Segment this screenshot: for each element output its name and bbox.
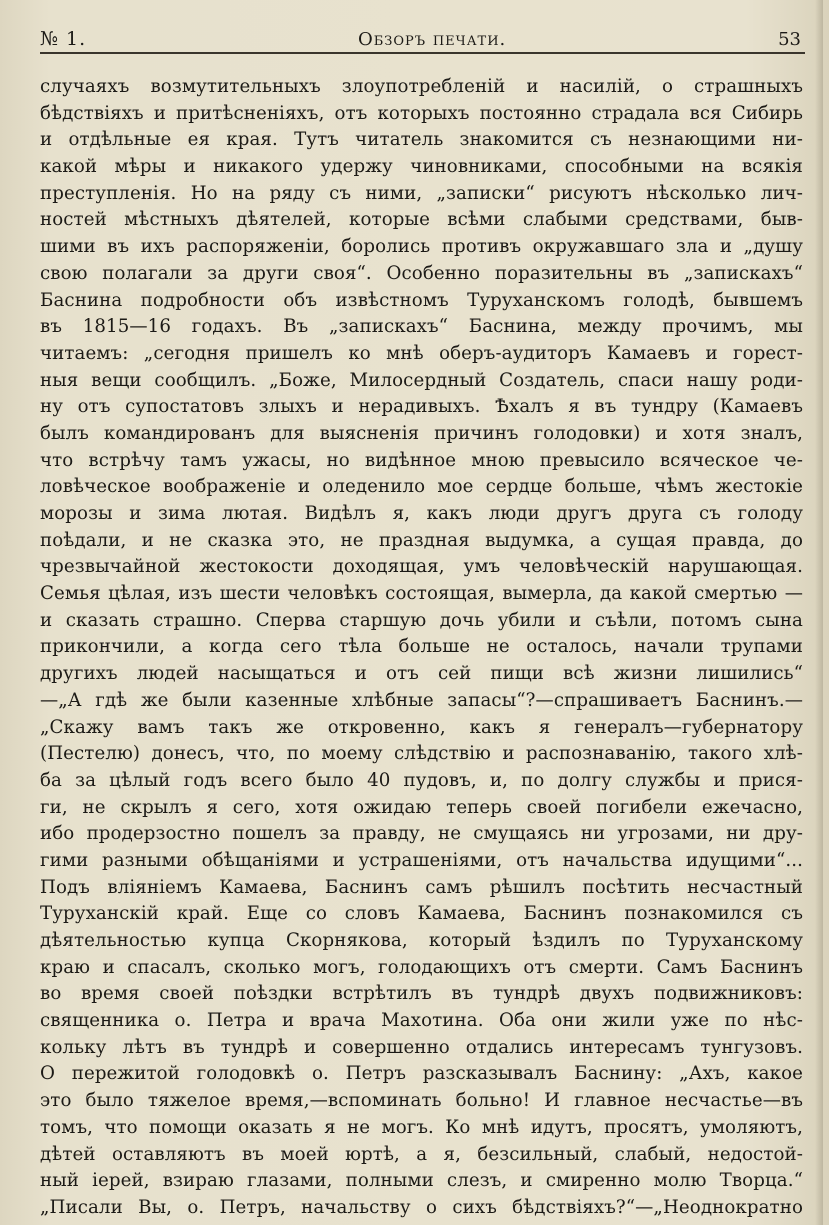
text-line: во время своей поѣздки встрѣтилъ въ тундрѣ двухъ подвижниковъ: bbox=[40, 983, 803, 1005]
text-line: свою полагали за други своя“. Особенно поразительны въ „запискахъ“ bbox=[40, 262, 803, 284]
text-line: ныя вещи сообщилъ. „Боже, Милосердный Создатель, спаси нашу роди- bbox=[40, 369, 803, 391]
text-line: Семья цѣлая, изъ шести человѣкъ состоящая, вымерла, да какой смертью — bbox=[40, 583, 803, 605]
text-line: кольку лѣтъ въ тундрѣ и совершенно отдались интересамъ тунгузовъ. bbox=[40, 1036, 803, 1058]
text-line: ловѣческое воображеніе и оледенило мое сердце больше, чѣмъ жестокіе bbox=[40, 476, 803, 498]
text-line: читаемъ: „сегодня пришелъ ко мнѣ оберъ-аудиторъ Камаевъ и горест- bbox=[40, 342, 803, 364]
text-line: что встрѣчу тамъ ужасы, но видѣнное мною превысило всяческое че- bbox=[40, 449, 803, 471]
text-line: ги, не скрылъ я сего, хотя ожидаю теперь своей погибели ежечасно, bbox=[40, 796, 803, 818]
text-line: и сказать страшно. Сперва старшую дочь убили и съѣли, потомъ сына bbox=[40, 609, 803, 631]
issue-number: № 1. bbox=[40, 28, 87, 50]
text-line: шими въ ихъ распоряженіи, боролись противъ окружавшаго зла и „душу bbox=[40, 236, 803, 258]
text-line: священника о. Петра и врача Махотина. Оба они жили уже по нѣс- bbox=[40, 1010, 803, 1032]
text-line: случаяхъ возмутительныхъ злоупотребленій и насилій, о страшныхъ bbox=[40, 76, 803, 97]
text-line: Баснина подробности объ извѣстномъ Туруханскомъ голодѣ, бывшемъ bbox=[40, 289, 803, 311]
text-line: чрезвычайной жестокости доходящая, умъ человѣческій нарушающая. bbox=[40, 556, 803, 578]
text-line: и отдѣльные ея края. Тутъ читатель знакомится съ незнающими ни- bbox=[40, 129, 803, 151]
text-line: морозы и зима лютая. Видѣлъ я, какъ люди другъ друга съ голоду bbox=[40, 503, 803, 524]
text-line: —„А гдѣ же были казенные хлѣбные запасы“?—спрашиваетъ Баснинъ.— bbox=[40, 689, 803, 711]
text-line: былъ командированъ для выясненія причинъ голодовки) и хотя зналъ, bbox=[40, 422, 803, 444]
text-line: бѣдствіяхъ и притѣсненіяхъ, отъ которыхъ постоянно страдала вся Сибирь bbox=[40, 102, 803, 124]
running-header bbox=[40, 20, 801, 50]
text-line: Туруханскій край. Еще со словъ Камаева, Баснинъ познакомился съ bbox=[40, 903, 803, 925]
text-line: прикончили, а когда сего тѣла больше не осталось, начали трупами bbox=[40, 636, 803, 658]
text-line: „Писали Вы, о. Петръ, начальству о сихъ бѣдствіяхъ?“—„Неоднократно bbox=[40, 1196, 803, 1218]
text-line: „Скажу вамъ такъ же откровенно, какъ я генералъ—губернатору bbox=[40, 716, 803, 738]
text-line: ностей мѣстныхъ дѣятелей, которые всѣми слабыми средствами, быв- bbox=[40, 209, 803, 231]
text-line: преступленія. Но на ряду съ ними, „записки“ рисуютъ нѣсколько лич- bbox=[40, 182, 803, 204]
text-line: краю и спасалъ, сколько могъ, голодающихъ отъ смерти. Самъ Баснинъ bbox=[40, 956, 803, 978]
text-line: дѣятельностью купца Скорнякова, который ѣздилъ по Туруханскому bbox=[40, 930, 803, 951]
header-rule bbox=[40, 52, 805, 54]
text-line: дѣтей оставляютъ въ моей юртѣ, а я, безсильный, слабый, недостой- bbox=[40, 1143, 803, 1165]
text-line: О пережитой голодовкѣ о. Петръ разсказывалъ Баснину: „Ахъ, какое bbox=[40, 1063, 803, 1085]
text-line: Подъ вліяніемъ Камаева, Баснинъ самъ рѣшилъ посѣтить несчастный bbox=[40, 876, 803, 898]
page-edge-shadow bbox=[815, 0, 823, 1225]
text-line: (Пестелю) донесъ, что, по моему слѣдствію и распознаванію, такого хлѣ- bbox=[40, 743, 803, 765]
text-line: это было тяжелое время,—вспоминать больно! И главное несчастье—въ bbox=[40, 1090, 803, 1112]
text-line: томъ, что помощи оказать я не могъ. Ко мнѣ идутъ, просятъ, умоляютъ, bbox=[40, 1116, 803, 1138]
text-line: ба за цѣлый годъ всего было 40 пудовъ, и, по долгу службы и прися- bbox=[40, 769, 803, 791]
text-line: въ 1815—16 годахъ. Въ „запискахъ“ Баснина, между прочимъ, мы bbox=[40, 316, 803, 338]
page-number: 53 bbox=[778, 29, 801, 50]
text-line: другихъ людей насыщаться и отъ сей пищи всѣ жизни лишились“ bbox=[40, 663, 803, 685]
section-title: Обзоръ печати. bbox=[357, 29, 507, 50]
body-text bbox=[40, 74, 803, 1222]
text-line: поѣдали, и не сказка это, не праздная выдумка, а сущая правда, до bbox=[40, 529, 803, 551]
text-line: ный іерей, взираю глазами, полными слезъ, и смиренно молю Творца.“ bbox=[40, 1170, 803, 1192]
text-line: ибо продерзостно пошелъ за правду, не смущаясь ни угрозами, ни дру- bbox=[40, 823, 803, 845]
text-line: ну отъ супостатовъ злыхъ и нерадивыхъ. Ѣхалъ я въ тундру (Камаевъ bbox=[40, 396, 803, 418]
text-line: какой мѣры и никакого удержу чиновниками, способными на всякія bbox=[40, 156, 803, 178]
text-line: гими разными обѣщаніями и устрашеніями, отъ начальства идущими“... bbox=[40, 849, 803, 871]
